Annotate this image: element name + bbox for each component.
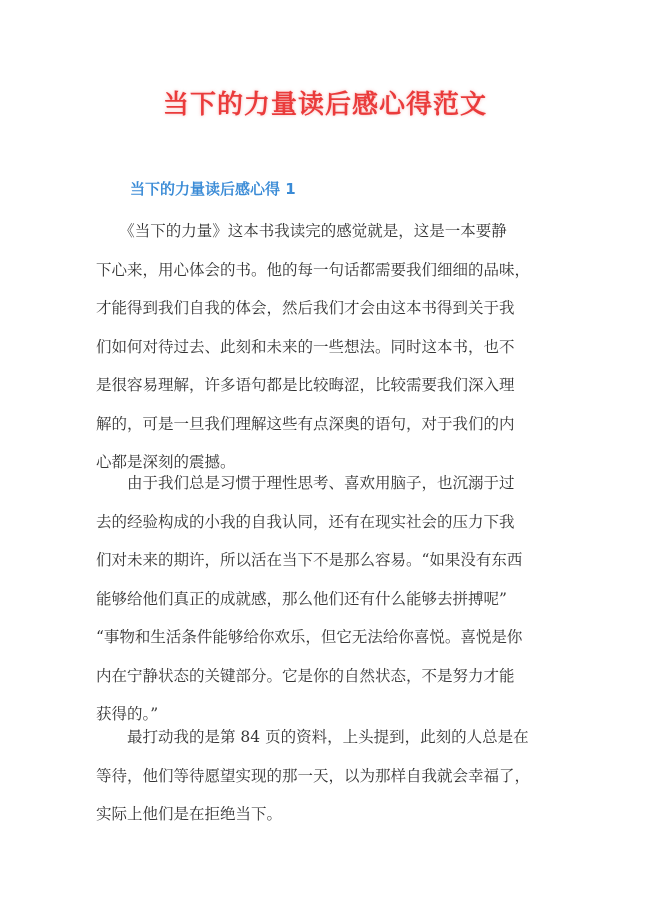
paragraph-line: 心都是深刻的震撼。 xyxy=(96,453,236,471)
paragraph-2 xyxy=(96,464,556,734)
paragraph-line: 们对未来的期许，所以活在当下不是那么容易。“如果没有东西 xyxy=(96,551,523,569)
paragraph-line: 下心来，用心体会的书。他的每一句话都需要我们细细的品味， xyxy=(96,260,531,279)
paragraph-line: 实际上他们是在拒绝当下。 xyxy=(96,805,283,823)
paragraph-line: “事物和生活条件能够给你欢乐，但它无法给你喜悦。喜悦是你 xyxy=(96,628,523,646)
paragraph-line: 解的，可是一旦我们理解这些有点深奥的语句，对于我们的内 xyxy=(96,414,515,433)
paragraph-line: 最打动我的是第 84 页的资料，上头提到，此刻的人总是在 xyxy=(96,728,529,746)
paragraph-1 xyxy=(96,212,556,482)
paragraph-line: 内在宁静状态的关键部分。它是你的自然状态，不是努力才能 xyxy=(96,666,515,685)
paragraph-line: 是很容易理解，许多语句都是比较晦涩，比较需要我们深入理 xyxy=(96,376,515,394)
paragraph-line: 能够给他们真正的成就感，那么他们还有什么能够去拼搏呢” xyxy=(96,589,507,608)
paragraph-line: 由于我们总是习惯于理性思考、喜欢用脑子，也沉溺于过 xyxy=(96,474,515,492)
paragraph-line: 们如何对待过去、此刻和未来的一些想法。同时这本书，也不 xyxy=(96,337,515,356)
paragraph-line: 等待，他们等待愿望实现的那一天，以为那样自我就会幸福了， xyxy=(96,766,531,785)
section-heading: 当下的力量读后感心得 1 xyxy=(130,180,296,198)
paragraph-3 xyxy=(96,718,556,834)
document-title: 当下的力量读后感心得范文 xyxy=(162,90,487,120)
paragraph-line: 获得的。” xyxy=(96,705,159,723)
paragraph-line: 才能得到我们自我的体会，然后我们才会由这本书得到关于我 xyxy=(96,299,515,317)
paragraph-line: 《当下的力量》这本书我读完的感觉就是，这是一本要静 xyxy=(96,222,507,240)
paragraph-line: 去的经验构成的小我的自我认同，还有在现实社会的压力下我 xyxy=(96,512,515,531)
